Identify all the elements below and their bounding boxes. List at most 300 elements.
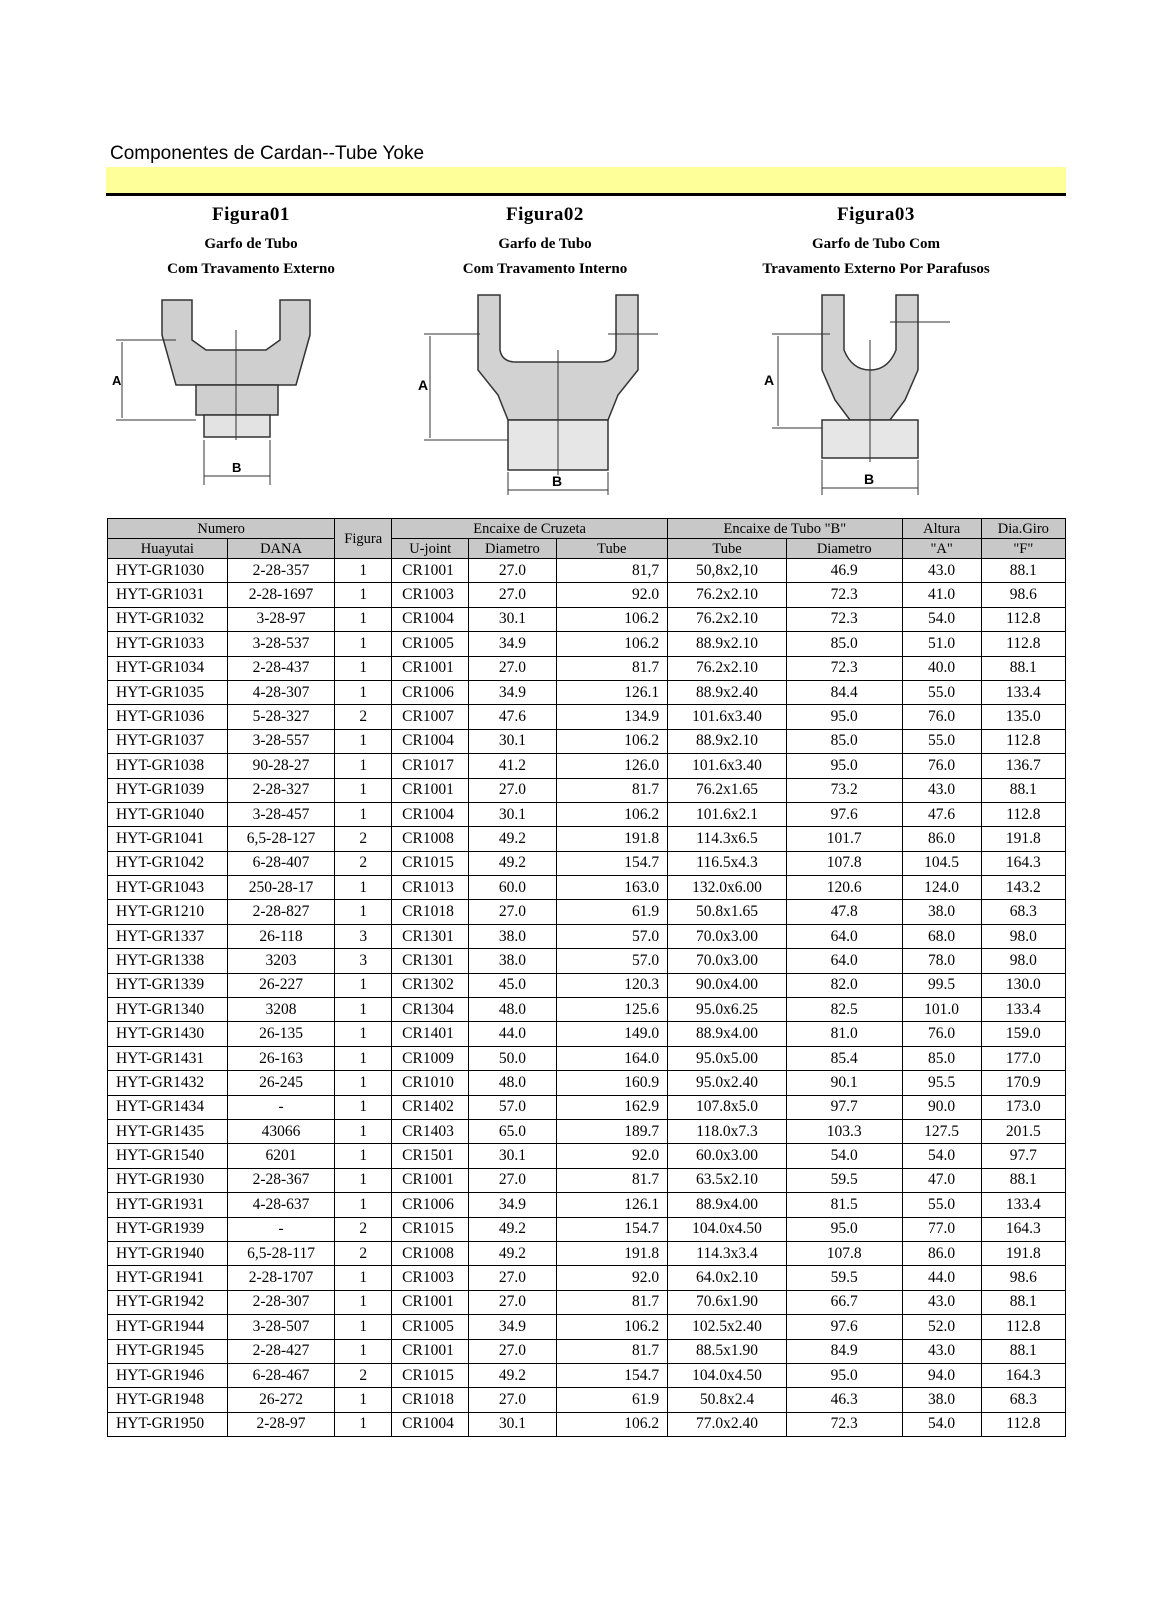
table-cell: 63.5x2.10	[668, 1168, 787, 1192]
table-cell: CR1004	[392, 729, 469, 753]
table-cell: CR1015	[392, 1217, 469, 1241]
table-cell: 68.0	[902, 924, 981, 948]
table-cell: 88.9x4.00	[668, 1022, 787, 1046]
table-cell: 38.0	[902, 900, 981, 924]
table-row	[108, 778, 1066, 802]
table-cell: 76.2x1.65	[668, 778, 787, 802]
table-cell: 27.0	[469, 900, 556, 924]
table-cell: 135.0	[981, 705, 1065, 729]
table-cell: 106.2	[556, 729, 668, 753]
table-cell: HYT-GR1042	[108, 851, 228, 875]
table-cell: 1	[335, 876, 392, 900]
table-cell: 1	[335, 607, 392, 631]
table-cell: 162.9	[556, 1095, 668, 1119]
table-cell: 51.0	[902, 632, 981, 656]
header-tube-tubo: Tube	[668, 539, 787, 559]
table-body	[108, 559, 1066, 1437]
table-cell: 30.1	[469, 607, 556, 631]
table-cell: 47.6	[902, 802, 981, 826]
table-cell: HYT-GR1944	[108, 1315, 228, 1339]
table-cell: 2-28-327	[227, 778, 335, 802]
yoke-drawing-figure-03	[760, 290, 990, 510]
table-row	[108, 1071, 1066, 1095]
table-cell: 88.1	[981, 1339, 1065, 1363]
table-row	[108, 1217, 1066, 1241]
table-row	[108, 1241, 1066, 1265]
table-cell: 136.7	[981, 754, 1065, 778]
table-cell: 61.9	[556, 1388, 668, 1412]
table-cell: 97.6	[786, 802, 902, 826]
table-cell: 26-227	[227, 973, 335, 997]
table-cell: 2	[335, 1241, 392, 1265]
table-cell: 2-28-357	[227, 559, 335, 583]
header-numero: Numero	[108, 519, 335, 539]
header-figura: Figura	[335, 519, 392, 559]
table-cell: HYT-GR1435	[108, 1119, 228, 1143]
figure-subtitle	[400, 232, 690, 282]
figure-line2: Com Travamento Externo	[167, 261, 335, 277]
table-cell: 3-28-457	[227, 802, 335, 826]
table-cell: 107.8	[786, 851, 902, 875]
header-dia-giro: Dia.Giro	[981, 519, 1065, 539]
table-cell: 49.2	[469, 827, 556, 851]
table-cell: 191.8	[556, 827, 668, 851]
table-cell: 191.8	[556, 1241, 668, 1265]
table-cell: CR1402	[392, 1095, 469, 1119]
table-row	[108, 876, 1066, 900]
table-cell: CR1015	[392, 1363, 469, 1387]
table-cell: 1	[335, 778, 392, 802]
table-cell: HYT-GR1030	[108, 559, 228, 583]
table-cell: 191.8	[981, 827, 1065, 851]
table-cell: HYT-GR1948	[108, 1388, 228, 1412]
dimension-a-label: A	[112, 373, 122, 388]
table-cell: 132.0x6.00	[668, 876, 787, 900]
table-cell: 82.0	[786, 973, 902, 997]
table-cell: 98.0	[981, 924, 1065, 948]
table-row	[108, 998, 1066, 1022]
table-cell: 114.3x6.5	[668, 827, 787, 851]
table-cell: HYT-GR1210	[108, 900, 228, 924]
table-cell: 112.8	[981, 1412, 1065, 1436]
table-row	[108, 1168, 1066, 1192]
table-cell: 116.5x4.3	[668, 851, 787, 875]
table-cell: 60.0	[469, 876, 556, 900]
table-cell: HYT-GR1942	[108, 1290, 228, 1314]
table-cell: 70.6x1.90	[668, 1290, 787, 1314]
table-cell: CR1301	[392, 924, 469, 948]
table-cell: 149.0	[556, 1022, 668, 1046]
table-cell: 1	[335, 729, 392, 753]
table-cell: 101.0	[902, 998, 981, 1022]
table-cell: 54.0	[902, 1144, 981, 1168]
table-cell: CR1001	[392, 1168, 469, 1192]
table-cell: 81.5	[786, 1193, 902, 1217]
table-cell: 2	[335, 827, 392, 851]
table-cell: 173.0	[981, 1095, 1065, 1119]
table-cell: 2-28-1707	[227, 1266, 335, 1290]
table-cell: 1	[335, 1388, 392, 1412]
table-cell: CR1501	[392, 1144, 469, 1168]
table-cell: 82.5	[786, 998, 902, 1022]
table-cell: 49.2	[469, 851, 556, 875]
table-cell: CR1301	[392, 949, 469, 973]
table-cell: 88.1	[981, 559, 1065, 583]
table-cell: 164.3	[981, 1363, 1065, 1387]
table-cell: 6-28-467	[227, 1363, 335, 1387]
table-cell: HYT-GR1939	[108, 1217, 228, 1241]
table-cell: 48.0	[469, 998, 556, 1022]
table-cell: 95.0x2.40	[668, 1071, 787, 1095]
table-cell: 60.0x3.00	[668, 1144, 787, 1168]
table-cell: 101.6x2.1	[668, 802, 787, 826]
table-cell: 48.0	[469, 1071, 556, 1095]
table-cell: CR1018	[392, 900, 469, 924]
table-cell: CR1003	[392, 1266, 469, 1290]
yoke-drawing-figure-02	[418, 290, 678, 505]
table-cell: 130.0	[981, 973, 1065, 997]
table-cell: 124.0	[902, 876, 981, 900]
table-cell: HYT-GR1337	[108, 924, 228, 948]
table-cell: CR1004	[392, 802, 469, 826]
table-cell: 64.0	[786, 949, 902, 973]
table-cell: 81.7	[556, 1339, 668, 1363]
table-cell: CR1006	[392, 1193, 469, 1217]
table-cell: 34.9	[469, 680, 556, 704]
yoke-drawing-figure-01	[106, 290, 346, 500]
table-cell: 88.9x2.10	[668, 729, 787, 753]
table-cell: 1	[335, 583, 392, 607]
table-cell: 106.2	[556, 802, 668, 826]
table-cell: 57.0	[556, 924, 668, 948]
table-cell: 1	[335, 559, 392, 583]
table-cell: 4-28-637	[227, 1193, 335, 1217]
table-cell: 2	[335, 851, 392, 875]
table-cell: 43.0	[902, 559, 981, 583]
table-cell: 26-272	[227, 1388, 335, 1412]
table-cell: HYT-GR1032	[108, 607, 228, 631]
table-cell: 76.0	[902, 705, 981, 729]
table-row	[108, 1363, 1066, 1387]
figure-03-caption	[706, 204, 1046, 282]
table-cell: 112.8	[981, 607, 1065, 631]
header-f: "F"	[981, 539, 1065, 559]
table-cell: 106.2	[556, 1412, 668, 1436]
table-cell: 30.1	[469, 1412, 556, 1436]
table-cell: 133.4	[981, 998, 1065, 1022]
table-cell: 98.6	[981, 1266, 1065, 1290]
table-cell: 1	[335, 1315, 392, 1339]
table-cell: CR1005	[392, 1315, 469, 1339]
table-cell: 47.8	[786, 900, 902, 924]
table-cell: CR1304	[392, 998, 469, 1022]
table-cell: 102.5x2.40	[668, 1315, 787, 1339]
table-cell: CR1001	[392, 656, 469, 680]
header-ujoint: U-joint	[392, 539, 469, 559]
table-cell: HYT-GR1432	[108, 1071, 228, 1095]
table-cell: 159.0	[981, 1022, 1065, 1046]
figure-subtitle	[106, 232, 396, 282]
header-altura: Altura	[902, 519, 981, 539]
table-cell: 27.0	[469, 1339, 556, 1363]
table-cell: 3-28-507	[227, 1315, 335, 1339]
table-row	[108, 1022, 1066, 1046]
table-cell: CR1018	[392, 1388, 469, 1412]
table-cell: HYT-GR1034	[108, 656, 228, 680]
table-row	[108, 729, 1066, 753]
table-cell: HYT-GR1946	[108, 1363, 228, 1387]
table-cell: 1	[335, 754, 392, 778]
table-cell: 134.9	[556, 705, 668, 729]
table-cell: 72.3	[786, 656, 902, 680]
table-cell: 3	[335, 924, 392, 948]
table-cell: 50.8x2.4	[668, 1388, 787, 1412]
table-cell: 72.3	[786, 1412, 902, 1436]
table-cell: 46.3	[786, 1388, 902, 1412]
table-cell: HYT-GR1340	[108, 998, 228, 1022]
table-cell: 177.0	[981, 1046, 1065, 1070]
table-cell: 41.2	[469, 754, 556, 778]
table-cell: HYT-GR1041	[108, 827, 228, 851]
table-cell: 6,5-28-127	[227, 827, 335, 851]
table-cell: 101.7	[786, 827, 902, 851]
table-cell: 1	[335, 1266, 392, 1290]
table-cell: 43.0	[902, 1339, 981, 1363]
table-cell: 164.3	[981, 851, 1065, 875]
table-row	[108, 656, 1066, 680]
table-cell: 143.2	[981, 876, 1065, 900]
table-cell: CR1013	[392, 876, 469, 900]
table-cell: 43.0	[902, 1290, 981, 1314]
table-cell: 88.9x2.40	[668, 680, 787, 704]
table-cell: CR1017	[392, 754, 469, 778]
table-cell: 59.5	[786, 1168, 902, 1192]
table-cell: 85.0	[902, 1046, 981, 1070]
table-cell: 54.0	[902, 1412, 981, 1436]
table-cell: 95.0	[786, 1217, 902, 1241]
table-cell: 49.2	[469, 1363, 556, 1387]
header-diametro-cruzeta: Diametro	[469, 539, 556, 559]
table-cell: 88.1	[981, 656, 1065, 680]
table-cell: 120.6	[786, 876, 902, 900]
table-cell: HYT-GR1540	[108, 1144, 228, 1168]
table-cell: CR1006	[392, 680, 469, 704]
table-cell: 47.0	[902, 1168, 981, 1192]
figure-subtitle	[706, 232, 1046, 282]
table-cell: 112.8	[981, 632, 1065, 656]
header-huayutai: Huayutai	[108, 539, 228, 559]
table-cell: 81.7	[556, 1168, 668, 1192]
table-cell: 112.8	[981, 729, 1065, 753]
table-cell: 120.3	[556, 973, 668, 997]
table-cell: 38.0	[469, 949, 556, 973]
table-cell: 47.6	[469, 705, 556, 729]
figure-title: Figura03	[837, 204, 915, 225]
table-cell: 95.0x5.00	[668, 1046, 787, 1070]
table-cell: 103.3	[786, 1119, 902, 1143]
table-group-header-row	[108, 519, 1066, 539]
table-cell: 76.2x2.10	[668, 583, 787, 607]
table-cell: HYT-GR1941	[108, 1266, 228, 1290]
table-cell: 88.1	[981, 1290, 1065, 1314]
dimension-a-label: A	[418, 377, 429, 393]
table-cell: 95.0x6.25	[668, 998, 787, 1022]
table-cell: 40.0	[902, 656, 981, 680]
table-cell: HYT-GR1039	[108, 778, 228, 802]
table-row	[108, 1095, 1066, 1119]
table-cell: 26-118	[227, 924, 335, 948]
table-cell: CR1401	[392, 1022, 469, 1046]
table-cell: 34.9	[469, 1315, 556, 1339]
table-cell: 154.7	[556, 851, 668, 875]
table-cell: 50.0	[469, 1046, 556, 1070]
table-cell: 49.2	[469, 1217, 556, 1241]
parts-table	[107, 518, 1066, 1437]
table-row	[108, 1046, 1066, 1070]
table-cell: HYT-GR1031	[108, 583, 228, 607]
table-row	[108, 705, 1066, 729]
table-cell: 90.0x4.00	[668, 973, 787, 997]
table-cell: 5-28-327	[227, 705, 335, 729]
table-cell: 38.0	[469, 924, 556, 948]
table-cell: 73.2	[786, 778, 902, 802]
table-cell: 2-28-437	[227, 656, 335, 680]
table-cell: 44.0	[902, 1266, 981, 1290]
figure-line1: Garfo de Tubo	[498, 236, 592, 252]
table-cell: 2-28-1697	[227, 583, 335, 607]
table-cell: 88.5x1.90	[668, 1339, 787, 1363]
header-tube-cruzeta: Tube	[556, 539, 668, 559]
figure-01-caption	[106, 204, 396, 282]
table-cell: HYT-GR1037	[108, 729, 228, 753]
table-cell: 49.2	[469, 1241, 556, 1265]
figure-title: Figura01	[212, 204, 290, 225]
table-cell: 94.0	[902, 1363, 981, 1387]
table-cell: 86.0	[902, 827, 981, 851]
table-row	[108, 607, 1066, 631]
table-cell: 27.0	[469, 778, 556, 802]
table-cell: 77.0	[902, 1217, 981, 1241]
table-row	[108, 680, 1066, 704]
table-cell: CR1003	[392, 583, 469, 607]
table-cell: 65.0	[469, 1119, 556, 1143]
table-cell: 104.5	[902, 851, 981, 875]
table-cell: 98.0	[981, 949, 1065, 973]
table-cell: 133.4	[981, 680, 1065, 704]
table-cell: 30.1	[469, 1144, 556, 1168]
table-cell: 70.0x3.00	[668, 949, 787, 973]
header-band	[106, 167, 1066, 196]
table-cell: 2-28-367	[227, 1168, 335, 1192]
table-cell: 81.7	[556, 1290, 668, 1314]
table-cell: 1	[335, 1046, 392, 1070]
table-row	[108, 1290, 1066, 1314]
table-cell: 76.2x2.10	[668, 656, 787, 680]
table-row	[108, 1144, 1066, 1168]
figure-line2: Travamento Externo Por Parafusos	[762, 261, 990, 277]
table-cell: 133.4	[981, 1193, 1065, 1217]
table-cell: 77.0x2.40	[668, 1412, 787, 1436]
table-cell: 125.6	[556, 998, 668, 1022]
table-cell: 1	[335, 1071, 392, 1095]
table-cell: CR1008	[392, 827, 469, 851]
table-cell: 126.1	[556, 1193, 668, 1217]
dimension-b-label: B	[552, 473, 563, 489]
table-cell: 76.2x2.10	[668, 607, 787, 631]
table-row	[108, 559, 1066, 583]
figure-02-caption	[400, 204, 690, 282]
table-cell: 95.0	[786, 754, 902, 778]
table-row	[108, 1266, 1066, 1290]
table-cell: 106.2	[556, 632, 668, 656]
table-cell: 1	[335, 1144, 392, 1168]
table-row	[108, 1193, 1066, 1217]
table-cell: 46.9	[786, 559, 902, 583]
table-cell: 1	[335, 1193, 392, 1217]
table-cell: 84.9	[786, 1339, 902, 1363]
table-cell: 191.8	[981, 1241, 1065, 1265]
table-cell: 112.8	[981, 802, 1065, 826]
table-cell: 4-28-307	[227, 680, 335, 704]
table-cell: HYT-GR1338	[108, 949, 228, 973]
table-cell: 86.0	[902, 1241, 981, 1265]
table-cell: 78.0	[902, 949, 981, 973]
table-cell: 1	[335, 973, 392, 997]
table-cell: 81,7	[556, 559, 668, 583]
table-cell: 2-28-827	[227, 900, 335, 924]
table-row	[108, 1412, 1066, 1436]
table-cell: 163.0	[556, 876, 668, 900]
table-cell: 95.0	[786, 1363, 902, 1387]
table-cell: 61.9	[556, 900, 668, 924]
table-cell: HYT-GR1430	[108, 1022, 228, 1046]
header-dana: DANA	[227, 539, 335, 559]
table-cell: 2-28-427	[227, 1339, 335, 1363]
table-cell: 2	[335, 1217, 392, 1241]
table-cell: CR1005	[392, 632, 469, 656]
table-cell: 30.1	[469, 729, 556, 753]
table-cell: HYT-GR1036	[108, 705, 228, 729]
table-cell: 50.8x1.65	[668, 900, 787, 924]
table-cell: 88.9x2.10	[668, 632, 787, 656]
table-cell: 1	[335, 900, 392, 924]
table-cell: 38.0	[902, 1388, 981, 1412]
table-cell: 164.3	[981, 1217, 1065, 1241]
table-cell: 54.0	[786, 1144, 902, 1168]
table-cell: 50,8x2,10	[668, 559, 787, 583]
table-cell: 118.0x7.3	[668, 1119, 787, 1143]
table-cell: HYT-GR1434	[108, 1095, 228, 1119]
table-cell: HYT-GR1043	[108, 876, 228, 900]
table-cell: HYT-GR1033	[108, 632, 228, 656]
table-cell: 95.5	[902, 1071, 981, 1095]
table-row	[108, 949, 1066, 973]
page-title: Componentes de Cardan--Tube Yoke	[110, 143, 425, 164]
table-cell: 6201	[227, 1144, 335, 1168]
table-cell: 57.0	[556, 949, 668, 973]
table-cell: 201.5	[981, 1119, 1065, 1143]
table-cell: HYT-GR1038	[108, 754, 228, 778]
table-cell: 27.0	[469, 1388, 556, 1412]
table-cell: 64.0x2.10	[668, 1266, 787, 1290]
table-cell: 41.0	[902, 583, 981, 607]
table-cell: 27.0	[469, 656, 556, 680]
table-cell: 26-135	[227, 1022, 335, 1046]
table-cell: 3-28-557	[227, 729, 335, 753]
table-cell: 160.9	[556, 1071, 668, 1095]
dimension-b-label: B	[232, 460, 242, 475]
header-encaixe-cruzeta: Encaixe de Cruzeta	[392, 519, 668, 539]
